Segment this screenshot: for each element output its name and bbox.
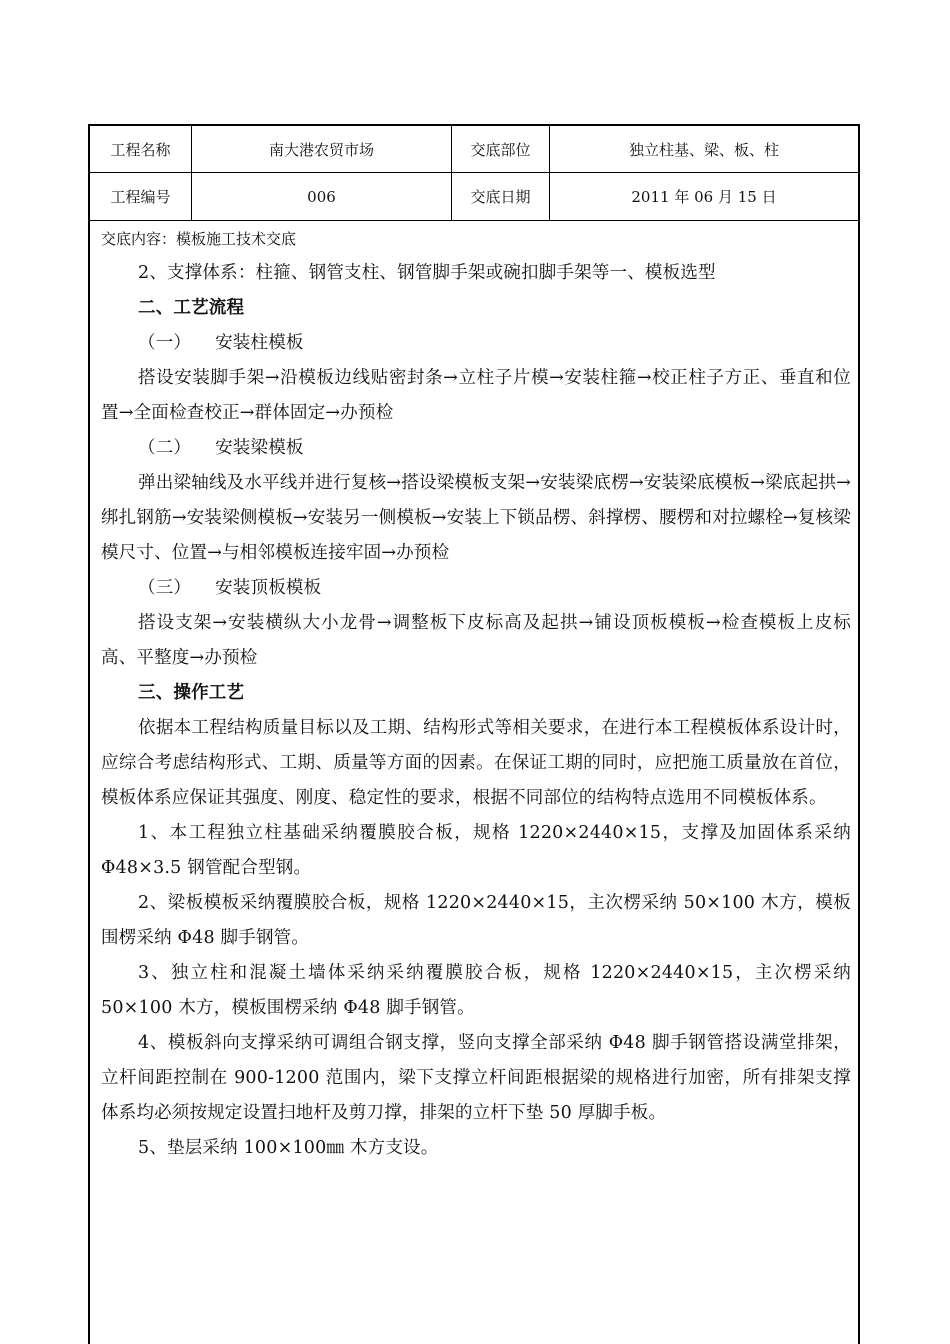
section-heading-operation: 三、操作工艺 — [138, 683, 245, 703]
item-2-paragraph: 2、梁板模板采纳覆膜胶合板，规格 1220×2440×15，主次楞采纳 50×100 木方，模板围楞采纳 Φ48 脚手钢管。 — [101, 893, 851, 948]
subsection-1-text: 搭设安装脚手架→沿模板边线贴密封条→立柱子片模→安装柱箍→校正柱子方正、垂直和位置→全面检查校正→群体固定→办预检 — [101, 368, 851, 423]
support-system-paragraph: 2、支撑体系：柱箍、钢管支柱、钢管脚手架或碗扣脚手架等一、模板选型 — [138, 263, 716, 283]
subsection-2-text: 弹出梁轴线及水平线并进行复核→搭设梁模板支架→安装梁底楞→安装梁底模板→梁底起拱→绑扎钢筋→安装梁侧模板→安装另一侧模板→安装上下锁品楞、斜撑楞、腰楞和对拉螺栓→复核梁模尺寸、位置→与相邻模板连接牢固→办预检 — [101, 473, 851, 563]
subsection-2-number: （二） — [138, 438, 192, 458]
subsection-2-heading — [101, 431, 851, 466]
item-4-paragraph: 4、模板斜向支撑采纳可调组合钢支撑，竖向支撑全部采纳 Φ48 脚手钢管搭设满堂排架，立杆间距控制在 900-1200 范围内，梁下支撑立杆间距根据梁的规格进行加密，所有排架支撑体系均必须按规定设置扫地杆及剪刀撑，排架的立杆下垫 50 厚脚手板。 — [101, 1033, 851, 1123]
date-label: 交底日期 — [452, 173, 550, 220]
date-value: 2011 年 06 月 15 日 — [631, 188, 777, 206]
content-label: 交底内容：模板施工技术交底 — [101, 230, 297, 248]
subsection-3-number: （三） — [138, 578, 192, 598]
subsection-1-heading — [101, 326, 851, 361]
header-row-1 — [90, 126, 858, 173]
subsection-3-title: 安装顶板模板 — [215, 578, 322, 598]
section-heading-process: 二、工艺流程 — [138, 298, 245, 318]
subsection-1-number: （一） — [138, 333, 192, 353]
content-body — [101, 222, 851, 1166]
part-value: 独立柱基、梁、板、柱 — [628, 140, 779, 159]
subsection-2-title: 安装梁模板 — [215, 438, 304, 458]
project-name-label: 工程名称 — [90, 126, 192, 172]
item-3-paragraph: 3、独立柱和混凝土墙体采纳采纳覆膜胶合板，规格 1220×2440×15，主次楞采纳 50×100 木方，模板围楞采纳 Φ48 脚手钢管。 — [101, 963, 851, 1018]
project-no-label: 工程编号 — [90, 173, 192, 220]
subsection-3-text: 搭设支架→安装横纵大小龙骨→调整板下皮标高及起拱→铺设顶板模板→检查模板上皮标高、平整度→办预检 — [101, 613, 851, 668]
item-1-paragraph: 1、本工程独立柱基础采纳覆膜胶合板，规格 1220×2440×15，支撑及加固体系采纳Φ48×3.5 钢管配合型钢。 — [101, 823, 851, 878]
subsection-3-heading — [101, 571, 851, 606]
item-5-paragraph: 5、垫层采纳 100×100㎜ 木方支设。 — [138, 1138, 439, 1158]
project-name-value: 南大港农贸市场 — [192, 126, 452, 172]
disclosure-form — [88, 124, 860, 1344]
subsection-1-title: 安装柱模板 — [215, 333, 304, 353]
project-no-value: 006 — [192, 173, 452, 220]
operation-intro-paragraph: 依据本工程结构质量目标以及工期、结构形式等相关要求，在进行本工程模板体系设计时，应综合考虑结构形式、工期、质量等方面的因素。在保证工期的同时，应把施工质量放在首位，模板体系应保证其强度、刚度、稳定性的要求，根据不同部位的结构特点选用不同模板体系。 — [101, 718, 851, 808]
header-row-2 — [90, 173, 858, 221]
part-label: 交底部位 — [452, 126, 550, 172]
